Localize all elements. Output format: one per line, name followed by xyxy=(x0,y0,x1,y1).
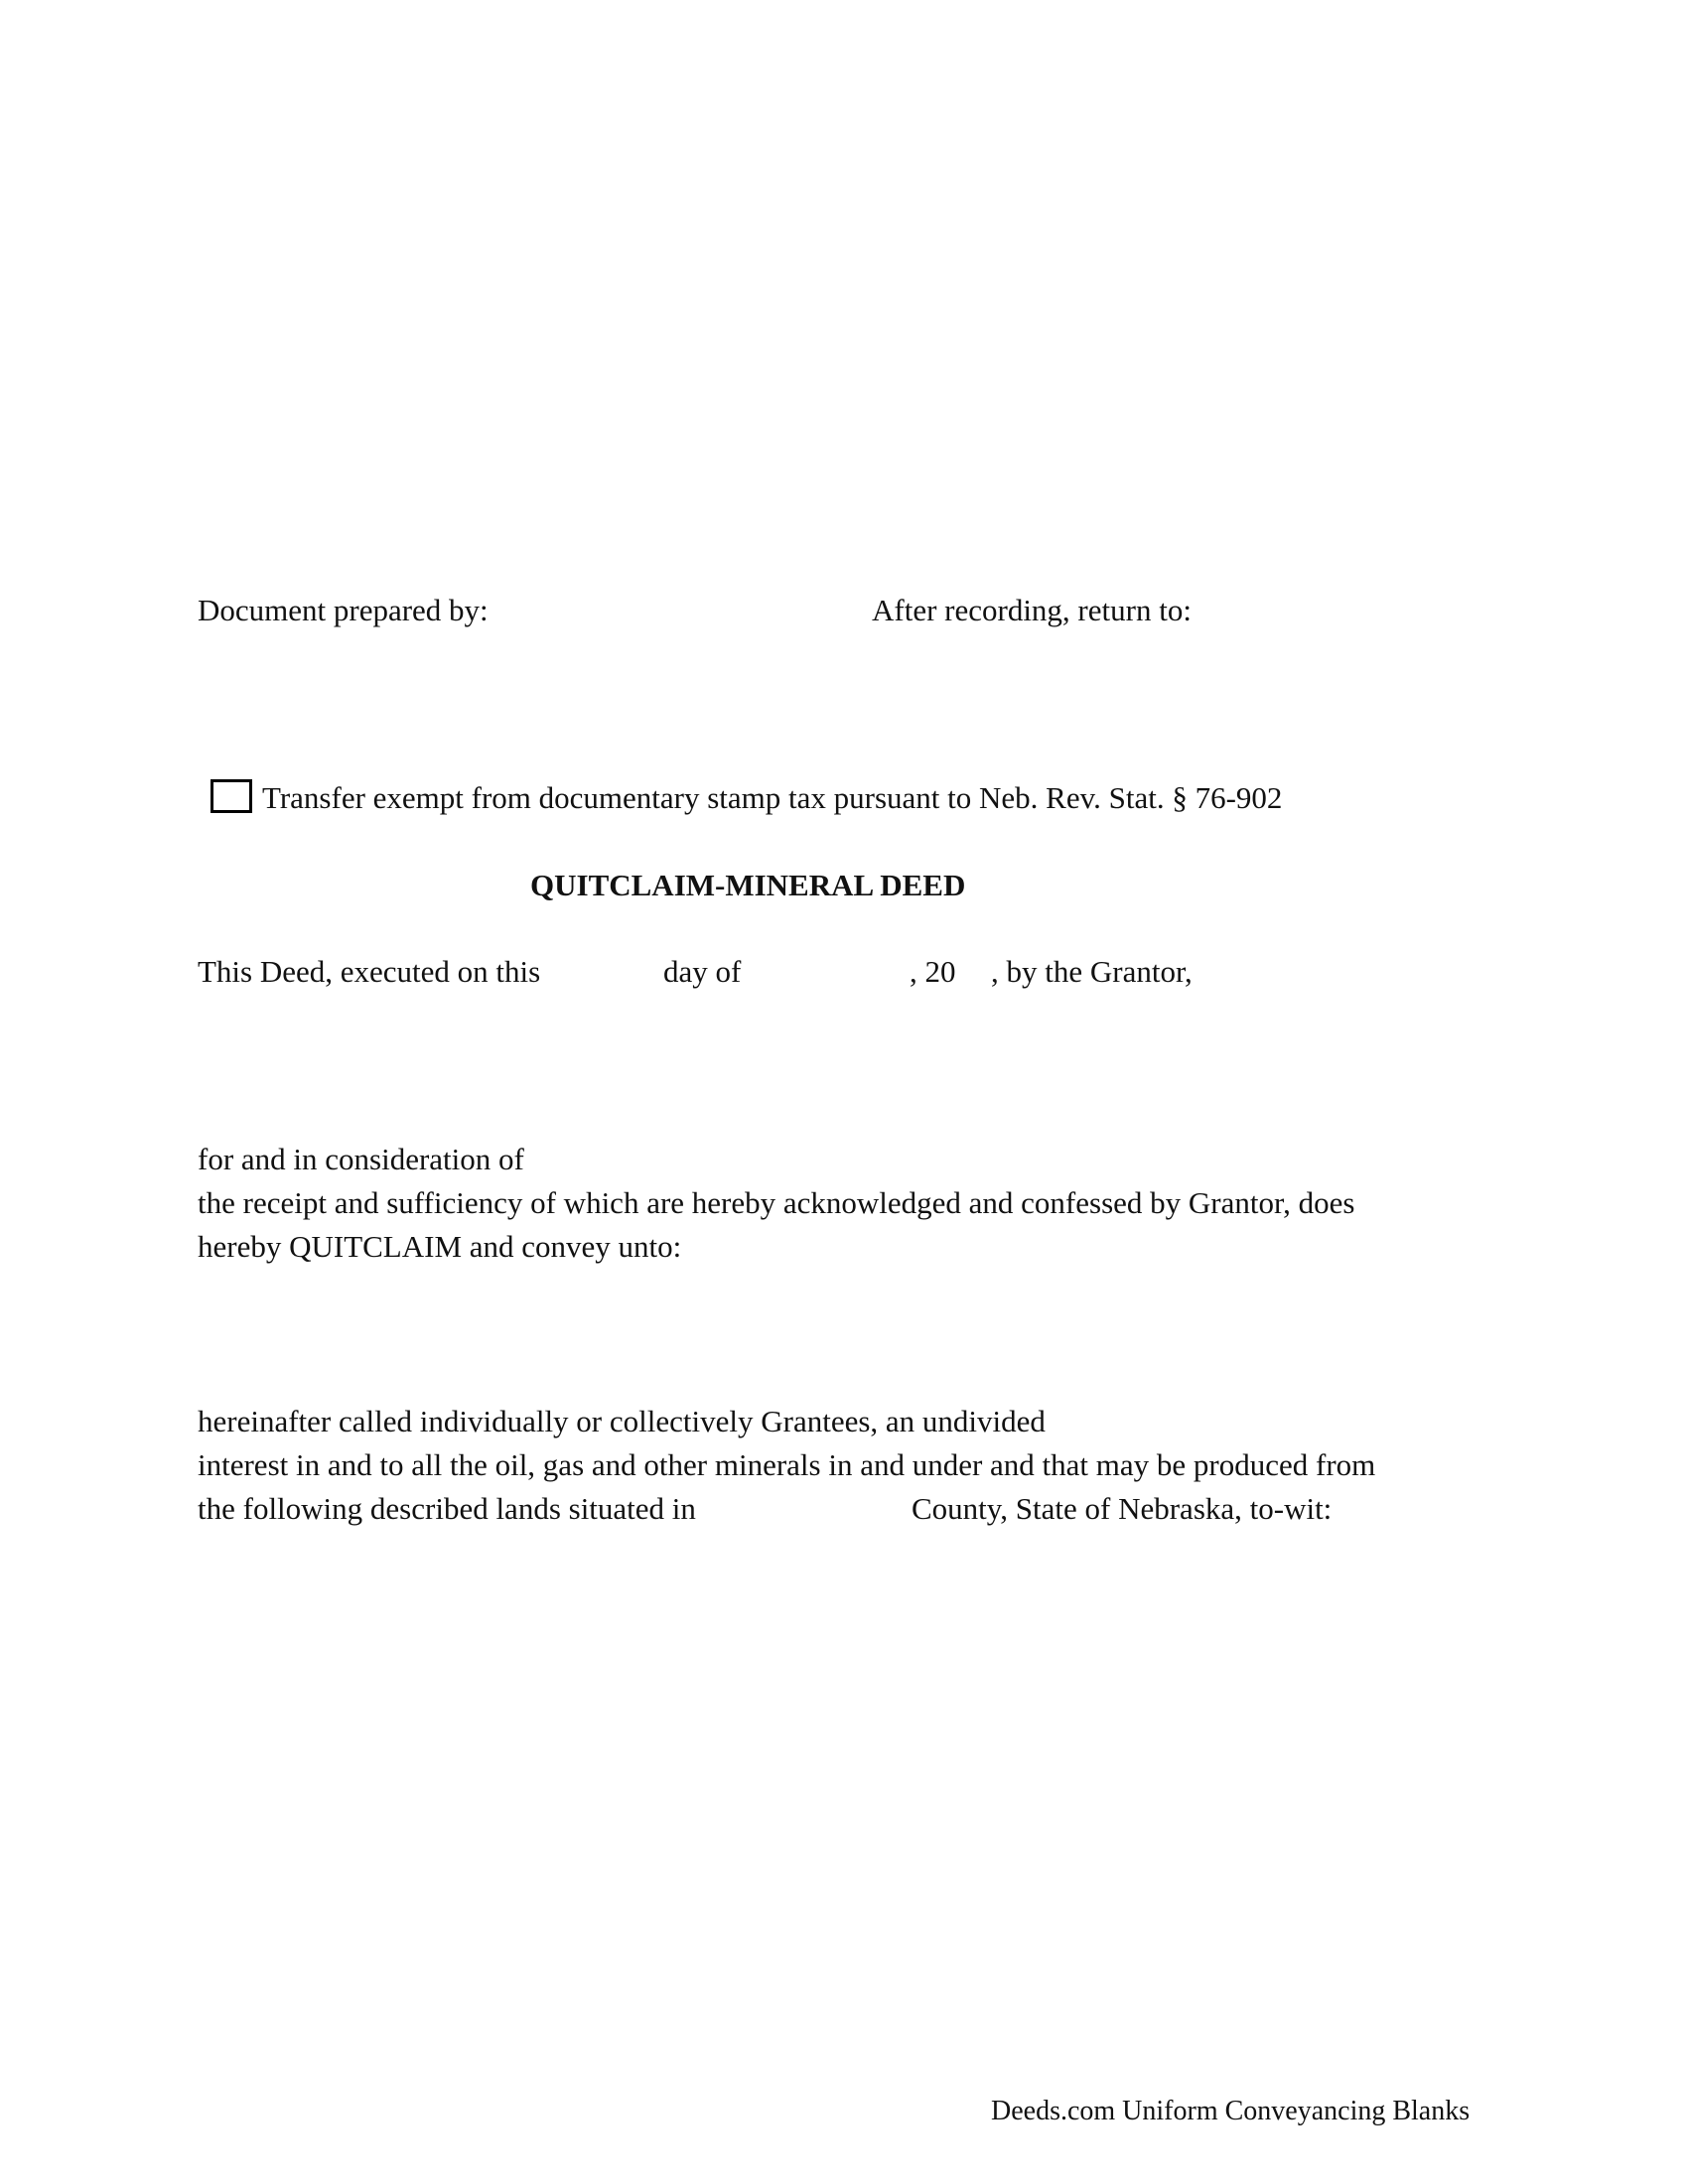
exemption-label: Transfer exempt from documentary stamp tax pursuant to Neb. Rev. Stat. § 76-902 xyxy=(262,780,1283,815)
execution-text-3: , 20 xyxy=(910,954,956,989)
grantees-line-3a: the following described lands situated in xyxy=(198,1491,696,1526)
execution-text-1: This Deed, executed on this xyxy=(198,954,541,989)
consideration-line-1: for and in consideration of xyxy=(198,1142,524,1176)
execution-text-2: day of xyxy=(663,954,742,989)
grantees-line-1: hereinafter called individually or collectively Grantees, an undivided xyxy=(198,1404,1046,1438)
prepared-by-label: Document prepared by: xyxy=(198,593,489,627)
consideration-line-3: hereby QUITCLAIM and convey unto: xyxy=(198,1229,682,1264)
footer-text: Deeds.com Uniform Conveyancing Blanks xyxy=(991,2096,1471,2126)
consideration-line-2: the receipt and sufficiency of which are hereby acknowledged and confessed by Grantor, does xyxy=(198,1185,1355,1220)
return-to-label: After recording, return to: xyxy=(872,593,1192,627)
grantees-line-3b: County, State of Nebraska, to-wit: xyxy=(912,1491,1333,1526)
deed-title: QUITCLAIM-MINERAL DEED xyxy=(530,868,966,902)
grantees-line-2: interest in and to all the oil, gas and other minerals in and under and that may be produced from xyxy=(198,1447,1376,1482)
exemption-checkbox[interactable] xyxy=(211,779,252,813)
execution-text-4: , by the Grantor, xyxy=(991,954,1193,989)
